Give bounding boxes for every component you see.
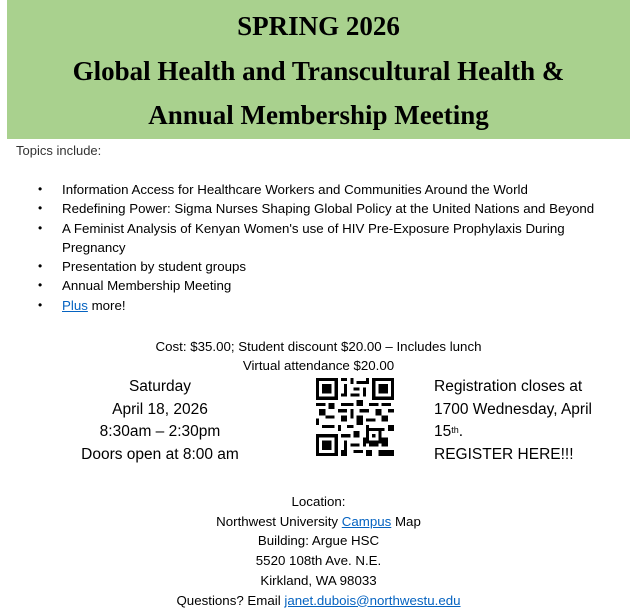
registration-deadline: 1700 Wednesday, April bbox=[434, 400, 592, 418]
bullet-icon: • bbox=[38, 259, 43, 274]
topic-text: A Feminist Analysis of Kenyan Women's use of HIV Pre-Exposure Prophylaxis During Pregnancy bbox=[62, 220, 565, 255]
banner-subtitle: Annual Membership Meeting bbox=[148, 100, 489, 130]
bullet-icon: • bbox=[38, 182, 43, 196]
register-here-text[interactable]: REGISTER HERE!!! bbox=[434, 445, 574, 463]
registration-block bbox=[434, 376, 629, 466]
list-item bbox=[0, 219, 637, 258]
topic-text: Information Access for Healthcare Workers and Communities Around the World bbox=[62, 182, 528, 197]
campus-map-link[interactable]: Campus bbox=[341, 513, 392, 529]
topic-text: Redefining Power: Sigma Nurses Shaping Global Policy at the United Nations and Beyond bbox=[62, 201, 595, 217]
banner-title: Global Health and Transcultural Health & bbox=[72, 56, 565, 86]
bullet-icon: • bbox=[38, 278, 43, 293]
virtual-line: Virtual attendance $20.00 bbox=[242, 358, 395, 373]
campus-line: Northwest University Campus Map bbox=[216, 513, 421, 529]
registration-date: 15th. bbox=[434, 423, 464, 440]
topic-text: Presentation by student groups bbox=[62, 259, 247, 275]
questions-line: Questions? Email janet.dubois@northwestu.edu bbox=[176, 592, 461, 608]
bullet-icon: • bbox=[38, 297, 43, 312]
plus-text: more! bbox=[87, 297, 126, 313]
banner-season: SPRING 2026 bbox=[237, 11, 400, 41]
plus-link[interactable]: Plus bbox=[62, 297, 88, 313]
list-item bbox=[0, 276, 637, 295]
bullet-icon: • bbox=[38, 220, 43, 235]
location-block bbox=[0, 492, 637, 610]
qr-code-icon[interactable] bbox=[316, 378, 394, 456]
address-line-2: Kirkland, WA 98033 bbox=[260, 572, 377, 588]
event-day: Saturday bbox=[128, 378, 192, 395]
topics-intro: Topics include: bbox=[16, 143, 102, 158]
email-link[interactable]: janet.dubois@northwestu.edu bbox=[284, 592, 461, 608]
event-time: 8:30am – 2:30pm bbox=[99, 423, 221, 440]
list-item bbox=[0, 296, 637, 315]
title-banner bbox=[7, 0, 630, 139]
list-item bbox=[0, 257, 637, 276]
cost-line: Cost: $35.00; Student discount $20.00 – Includes lunch bbox=[155, 339, 482, 354]
registration-closes: Registration closes at bbox=[434, 378, 583, 395]
topic-text: Annual Membership Meeting bbox=[62, 278, 232, 294]
bullet-icon: • bbox=[38, 201, 43, 216]
doors-open: Doors open at 8:00 am bbox=[81, 445, 239, 463]
list-item bbox=[0, 180, 637, 199]
location-label: Location: bbox=[291, 494, 346, 509]
event-date: April 18, 2026 bbox=[112, 400, 208, 418]
building-line: Building: Argue HSC bbox=[257, 533, 380, 549]
address-line-1: 5520 108th Ave. N.E. bbox=[255, 553, 382, 569]
list-item bbox=[0, 199, 637, 218]
topics-list bbox=[0, 180, 637, 315]
date-block bbox=[60, 376, 260, 466]
